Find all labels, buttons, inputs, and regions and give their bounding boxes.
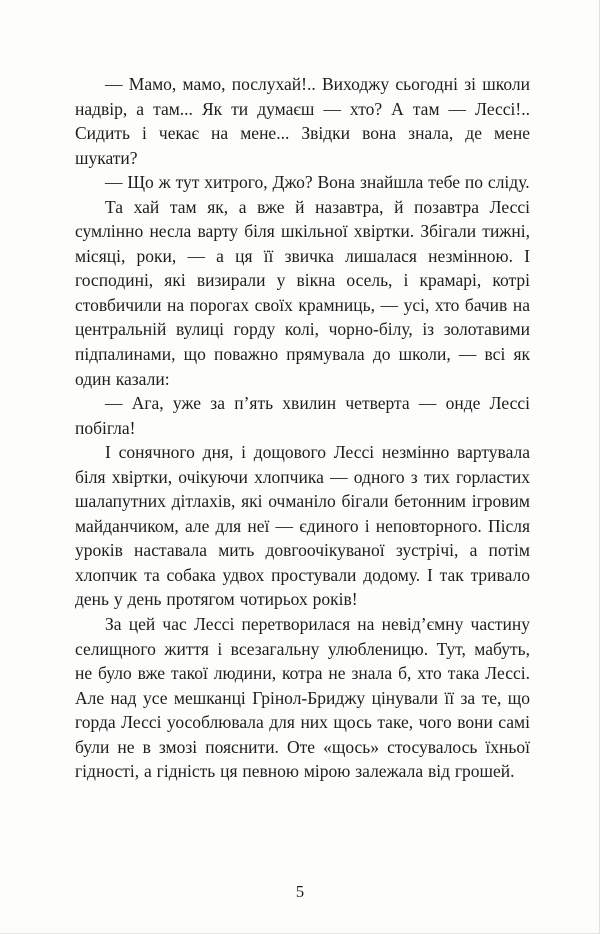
paragraph-narrative-meeting: І сонячного дня, і дощового Лессі незмінно вартувала біля хвіртки, очікуючи хлопчика — одного з тих горластих шалапутних дітлахів, які очманіло бігали бетонним ігровим майданчиком, але для неї — єдиного і неповторного. Після уроків наставала мить довгоочікуваної зустрічі, а потім хлопчик та собака удвох простували додому. І так тривало день у день протягом чотирьох років!: [75, 442, 530, 610]
paragraph-dialogue-mother: — Що ж тут хитрого, Джо? Вона знайшла тебе по сліду.: [105, 172, 530, 193]
paragraph-dialogue-townsfolk: — Ага, уже за п’ять хвилин четверта — онде Лессі побігла!: [75, 393, 530, 438]
paragraph-dialogue-joe: — Мамо, мамо, послухай!.. Виходжу сьогодні зі школи надвір, а там... Як ти думаєш — хто? А там — Лессі!.. Сидить і чекає на мене... Звідки вона знала, де мене шукати?: [75, 74, 530, 168]
page-text: [75, 72, 530, 784]
page-number: 5: [295, 882, 305, 901]
page-footer: [0, 882, 600, 902]
paragraph-narrative-watch: Та хай там як, а вже й назавтра, й позавтра Лессі сумлінно несла варту біля шкільної хвіртки. Збігали тижні, місяці, роки, — а ця її звичка лишалася незмінною. І господині, які визирали у вікна осель, і крамарі, котрі стовбичили на порогах своїх крамниць, — усі, хто бачив на центральній вулиці горду колі, чорно-білу, із золотавими підпалинами, що поважно прямувала до школи, — всі як один казали:: [75, 196, 530, 389]
paragraph-narrative-pride: За цей час Лессі перетворилася на невід’ємну частину селищного життя і всезагальну улюбленицю. Тут, мабуть, не було вже такої людини, котра не знала б, хто така Лессі. Але над усе мешканці Грінол-Бриджу цінували її за те, що горда Лессі уособлювала для них щось таке, чого вони самі були не в змозі пояснити. Оте «щось» стосувалось їхньої гідності, а гідність ця певною мірою залежала від грошей.: [75, 614, 530, 782]
